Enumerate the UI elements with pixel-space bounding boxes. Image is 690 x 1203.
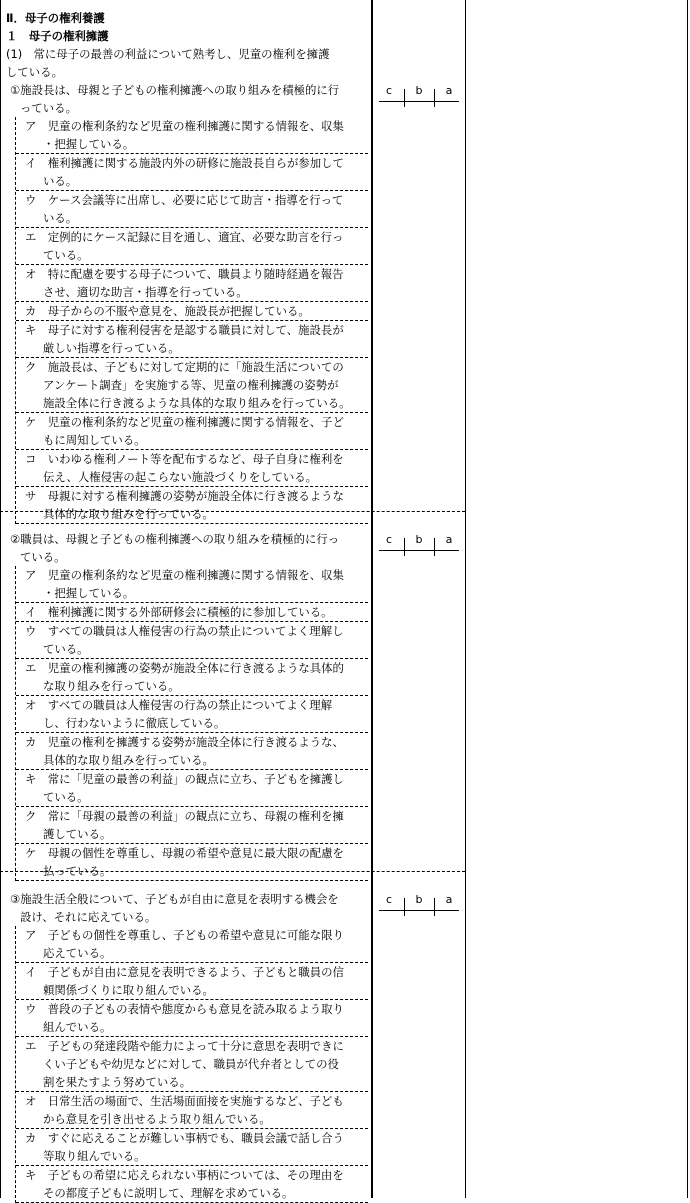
rating-tick bbox=[404, 898, 405, 916]
table-border-rating bbox=[465, 0, 466, 1198]
checklist-item-line: カ 児童の権利を擁護する姿勢が施設全体に行き渡るような、 bbox=[25, 735, 344, 749]
checklist-item-line: エ 子どもの発達段階や能力によって十分に意思を表明できに bbox=[25, 1039, 344, 1053]
checklist-item-line: いる。 bbox=[43, 174, 78, 188]
checklist-item bbox=[16, 228, 368, 265]
rating-scale-line bbox=[379, 550, 459, 551]
checklist-item-line: その都度子どもに説明して、理解を求めている。 bbox=[43, 1186, 294, 1200]
checklist-item-line: ウ すべての職員は人権侵害の行為の禁止についてよく理解し bbox=[25, 624, 344, 638]
rating-tick bbox=[434, 89, 435, 107]
rating-tick bbox=[434, 898, 435, 916]
checklist-item-line: な取り組みを行っている。 bbox=[43, 679, 180, 693]
checklist-item-line: オ 日常生活の場面で、生活場面面接を実施するなど、子ども bbox=[25, 1094, 344, 1108]
question-line: っている。 bbox=[20, 101, 77, 115]
checklist-item-line: から意見を引き出せるよう取り組んでいる。 bbox=[43, 1112, 271, 1126]
checklist-item bbox=[16, 1000, 368, 1037]
checklist-item-line: ・把握している。 bbox=[43, 137, 135, 151]
checklist-item-line: し、行わないように徹底している。 bbox=[43, 716, 226, 730]
checklist-item-line: ク 常に「母親の最善の利益」の観点に立ち、母親の権利を擁 bbox=[25, 809, 344, 823]
rating-scale[interactable] bbox=[379, 533, 459, 567]
checklist-item-line: ア 子どもの個性を尊重し、子どもの希望や意見に可能な限り bbox=[25, 928, 344, 942]
checklist-item-line: エ 定例的にケース記録に目を通し、適宜、必要な助言を行っ bbox=[25, 230, 344, 244]
checklist-item-line: 厳しい指導を行っている。 bbox=[43, 341, 180, 355]
rating-option-b[interactable]: b bbox=[415, 84, 423, 97]
checklist-item-line: エ 児童の権利擁護の姿勢が施設全体に行き渡るような具体的 bbox=[25, 661, 344, 675]
rating-option-c[interactable]: c bbox=[385, 84, 393, 97]
table-border-right bbox=[687, 0, 688, 1198]
checklist-item bbox=[16, 358, 368, 413]
question-line: 設け、それに応えている。 bbox=[20, 910, 157, 924]
checklist-item bbox=[16, 302, 368, 321]
checklist-item-line: ケ 児童の権利条約など児童の権利擁護に関する情報を、子ど bbox=[25, 415, 344, 429]
checklist-item-line: させ、適切な助言・指導を行っている。 bbox=[43, 285, 248, 299]
checklist-item bbox=[16, 321, 368, 358]
checklist-item-line: 応えている。 bbox=[43, 946, 112, 960]
rating-option-c[interactable]: c bbox=[385, 893, 393, 906]
checklist-item-line: サ 母親に対する権利擁護の姿勢が施設全体に行き渡るような bbox=[25, 489, 344, 503]
rating-option-b[interactable]: b bbox=[415, 533, 423, 546]
question-line: ①施設長は、母親と子どもの権利擁護への取り組みを積極的に行 bbox=[10, 83, 340, 97]
rating-scale-line bbox=[379, 101, 459, 102]
checklist-items bbox=[15, 566, 368, 881]
question-line: ている。 bbox=[20, 550, 66, 564]
checklist-item-line: イ 権利擁護に関する施設内外の研修に施設長自らが参加して bbox=[25, 156, 344, 170]
checklist-item-line: ・把握している。 bbox=[43, 586, 135, 600]
checklist-item-line: コ いわゆる権利ノート等を配布するなど、母子自身に権利を bbox=[25, 452, 344, 466]
checklist-item-line: 組んでいる。 bbox=[43, 1020, 112, 1034]
checklist-item-line: ア 児童の権利条約など児童の権利擁護に関する情報を、収集 bbox=[25, 568, 344, 582]
checklist-item-line: 施設全体に行き渡るような具体的な取り組みを行っている。 bbox=[43, 396, 351, 410]
rating-scale-line bbox=[379, 910, 459, 911]
checklist-item bbox=[16, 265, 368, 302]
checklist-item bbox=[16, 117, 368, 154]
checklist-item-line: キ 子どもの希望に応えられない事柄については、その理由を bbox=[25, 1168, 344, 1182]
checklist-item-line: ケ 母親の個性を尊重し、母親の希望や意見に最大限の配慮を bbox=[25, 846, 344, 860]
checklist-item-line: 頼関係づくりに取り組んでいる。 bbox=[43, 983, 214, 997]
checklist-item-line: 伝え、人権侵害の起こらない施設づくりをしている。 bbox=[43, 470, 318, 484]
checklist-item-line: ク 施設長は、子どもに対して定期的に「施設生活についての bbox=[25, 360, 344, 374]
checklist-items bbox=[15, 117, 368, 524]
checklist-item-line: ている。 bbox=[43, 248, 89, 262]
checklist-item-line: 払っている。 bbox=[43, 864, 112, 878]
rating-option-c[interactable]: c bbox=[385, 533, 393, 546]
question-text bbox=[10, 890, 370, 926]
checklist-item bbox=[16, 844, 368, 881]
checklist-item bbox=[16, 154, 368, 191]
checklist-item bbox=[16, 1166, 368, 1203]
checklist-item-line: もに周知している。 bbox=[43, 433, 146, 447]
subsection-line-2: している。 bbox=[6, 65, 63, 79]
rating-option-a[interactable]: a bbox=[445, 893, 453, 906]
checklist-item bbox=[16, 696, 368, 733]
rating-scale[interactable] bbox=[379, 893, 459, 927]
checklist-item-line: カ すぐに応えることが難しい事柄でも、職員会議で話し合う bbox=[25, 1131, 344, 1145]
checklist-item bbox=[16, 963, 368, 1000]
checklist-item-line: ウ 普段の子どもの表情や態度からも意見を読み取るよう取り bbox=[25, 1002, 344, 1016]
checklist-item bbox=[16, 622, 368, 659]
checklist-item bbox=[16, 659, 368, 696]
question-line: ②職員は、母親と子どもの権利擁護への取り組みを積極的に行っ bbox=[10, 532, 340, 546]
checklist-item bbox=[16, 926, 368, 963]
checklist-items bbox=[15, 926, 368, 1203]
checklist-item-line: いる。 bbox=[43, 211, 78, 225]
checklist-item-line: 具体的な取り組みを行っている。 bbox=[43, 753, 214, 767]
checklist-item-line: アンケート調査」を実施する等、児童の権利擁護の姿勢が bbox=[43, 378, 339, 392]
checklist-item bbox=[16, 1129, 368, 1166]
checklist-item-line: キ 常に「児童の最善の利益」の観点に立ち、子どもを擁護し bbox=[25, 772, 344, 786]
question-line: ③施設生活全般について、子どもが自由に意見を表明する機会を bbox=[10, 892, 339, 906]
rating-option-a[interactable]: a bbox=[445, 533, 453, 546]
checklist-item-line: イ 子どもが自由に意見を表明できるよう、子どもと職員の信 bbox=[25, 965, 344, 979]
checklist-item-line: 具体的な取り組みを行っている。 bbox=[43, 507, 214, 521]
checklist-item-line: キ 母子に対する権利侵害を是認する職員に対して、施設長が bbox=[25, 323, 344, 337]
checklist-item bbox=[16, 450, 368, 487]
table-border-left bbox=[0, 0, 1, 1198]
checklist-item bbox=[16, 807, 368, 844]
checklist-item-line: ている。 bbox=[43, 642, 89, 656]
rating-scale[interactable] bbox=[379, 84, 459, 118]
checklist-item bbox=[16, 733, 368, 770]
checklist-item-line: カ 母子からの不服や意見を、施設長が把握している。 bbox=[25, 304, 310, 318]
checklist-item bbox=[16, 487, 368, 524]
rating-tick bbox=[404, 89, 405, 107]
checklist-item-line: ている。 bbox=[43, 790, 89, 804]
section-title: １ 母子の権利擁護 bbox=[6, 29, 109, 43]
checklist-item bbox=[16, 1037, 368, 1092]
rating-tick bbox=[404, 538, 405, 556]
checklist-item-line: ウ ケース会議等に出席し、必要に応じて助言・指導を行って bbox=[25, 193, 344, 207]
checklist-item bbox=[16, 191, 368, 228]
checklist-item bbox=[16, 1092, 368, 1129]
checklist-item-line: ア 児童の権利条約など児童の権利擁護に関する情報を、収集 bbox=[25, 119, 344, 133]
checklist-item-line: 護している。 bbox=[43, 827, 112, 841]
question-text bbox=[10, 81, 370, 117]
checklist-item-line: 等取り組んでいる。 bbox=[43, 1149, 146, 1163]
table-border-content bbox=[371, 0, 373, 1198]
checklist-item-line: 割を果たすよう努めている。 bbox=[43, 1075, 192, 1089]
rating-option-b[interactable]: b bbox=[415, 893, 423, 906]
checklist-item bbox=[16, 770, 368, 807]
checklist-item-line: くい子どもや幼児などに対して、職員が代弁者としての役 bbox=[43, 1057, 339, 1071]
question-text bbox=[10, 530, 370, 566]
chapter-title: Ⅱ．母子の権利養護 bbox=[6, 11, 105, 25]
checklist-item-line: オ すべての職員は人権侵害の行為の禁止についてよく理解 bbox=[25, 698, 333, 712]
checklist-item bbox=[16, 566, 368, 603]
subsection-line-1: (1) 常に母子の最善の利益について熟考し、児童の権利を擁護 bbox=[6, 47, 330, 61]
rating-option-a[interactable]: a bbox=[445, 84, 453, 97]
checklist-item-line: イ 権利擁護に関する外部研修会に積極的に参加している。 bbox=[25, 605, 333, 619]
checklist-item bbox=[16, 413, 368, 450]
checklist-item-line: オ 特に配慮を要する母子について、職員より随時経過を報告 bbox=[25, 267, 344, 281]
rating-tick bbox=[434, 538, 435, 556]
checklist-item bbox=[16, 603, 368, 622]
